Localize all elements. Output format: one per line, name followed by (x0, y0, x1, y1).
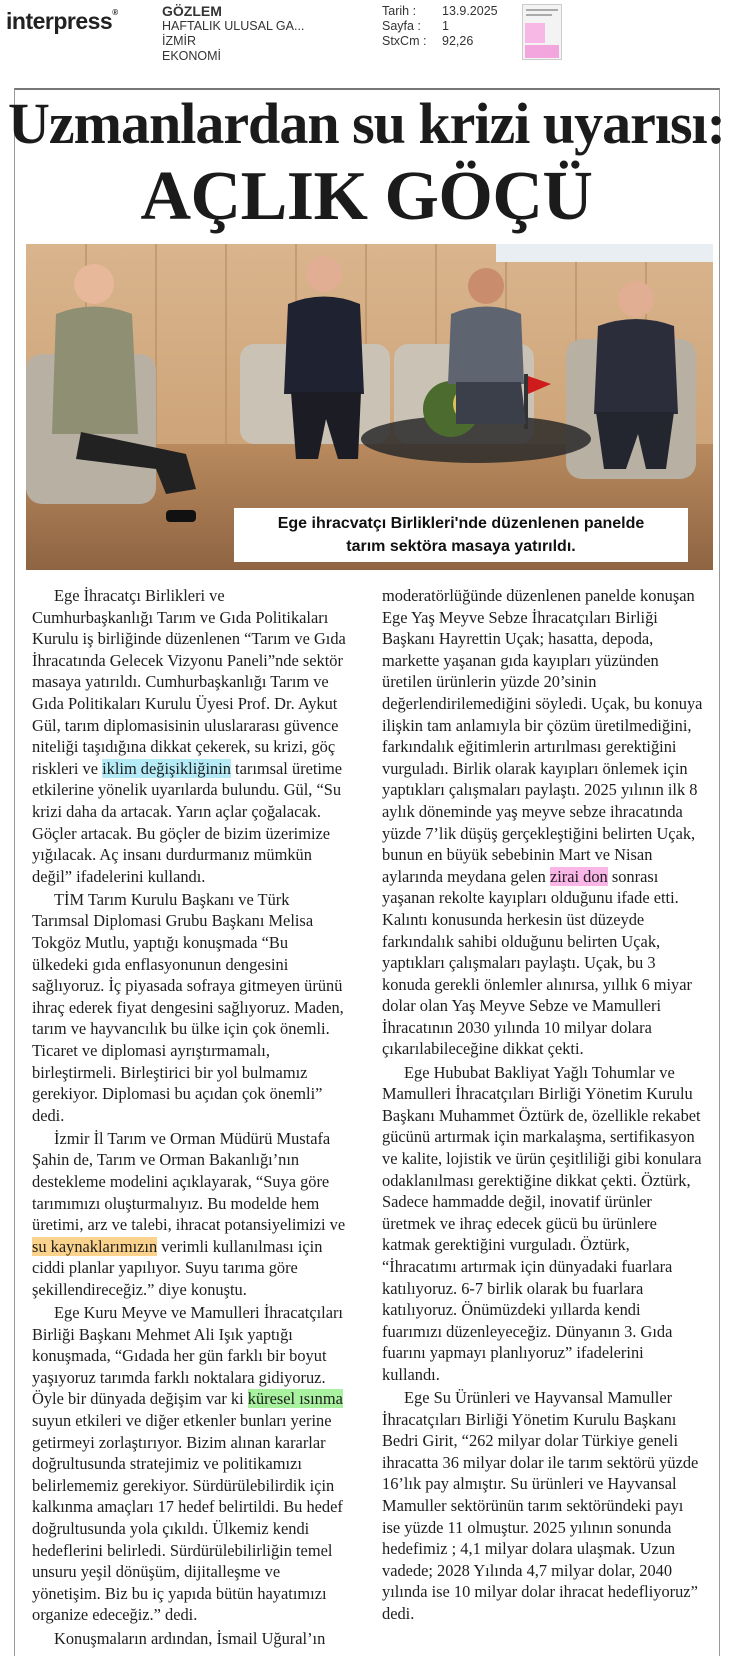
page-value: 1 (442, 19, 449, 33)
caption-line-2: tarım sektöra masaya yatırıldı. (346, 538, 576, 555)
publication-name: GÖZLEM (162, 3, 222, 19)
logo-text: interpress (6, 8, 113, 34)
keyword-highlight: su kaynaklarımızın (32, 1236, 158, 1256)
headline-line-1: Uzmanlardan su krizi uyarısı: (8, 91, 725, 156)
paragraph: Konuşmaların ardından, İsmail Uğural’ın (54, 1628, 326, 1648)
date-label: Tarih : (382, 4, 417, 18)
interpress-logo: interpress® (6, 8, 118, 34)
paragraph: Ege Hububat Bakliyat Yağlı Tohumlar ve Mamulleri İhracatçıları Birliği Yönetim Kurulu Başkanı Muhammet Öztürk de, özellikle rekabet gücünü artırmak için markalaşma, sertifikasyon ve kalite, lojistik ve ürün çeşitliliği gibi konulara odaklanılması gerektiğine dikkat çekti. Öztürk, Sadece hammadde değil, inovatif ürünler üretmek ve ihraç edecek gücü bu ürünlere katmak gerektiğini vurguladı. Öztürk, “İhracatımı artırmak için dünyadaki fuarlara katılıyoruz. 6-7 birlik olarak bu fuarlara katılıyoruz. Önümüzdeki yıllarda kendi fuarımızı düzenleyeceğiz. Dünyanın 3. Gıda fuarını yapmayı planlıyoruz” ifadelerini kullandı. (382, 1062, 702, 1384)
thumbnail-highlight (525, 23, 545, 43)
clipping-meta (382, 4, 498, 49)
publication-info (162, 4, 304, 64)
keyword-highlight: iklim değişikliğinin (102, 758, 231, 778)
paragraph: Ege İhracatçı Birlikleri ve Cumhurbaşkanlığı Tarım ve Gıda Politikaları Kurulu iş birliğinde düzenlenen “Tarım ve Gıda İhracatında Gelecek Vizyonu Paneli”nde sektör masaya yatırıldı. Cumhurbaşkanlığı Tarım ve Gıda Politikaları Kurulu Üyesi Prof. Dr. Aykut Gül, tarım diplomasisinin uluslararası güvence niteliği taşıdığına dikkat çekerek, su krizi, göç riskleri ve iklim değişikliğinin tarımsal üretime etkilerine yönelik uyarılarda bulundu. Gül, “Su krizi daha da artacak. Yarın açlar çoğalacak. Göçler artacak. Bu göçler de bizim üzerimize yığılacak. Aç insanı durdurmanız mümkün değil” ifadelerini kullandı. (32, 586, 346, 886)
stxcm-value: 92,26 (442, 34, 474, 48)
paragraph: Ege Su Ürünleri ve Hayvansal Mamuller İhracatçıları Birliği Yönetim Kurulu Başkanı Bedri Girit, “262 milyar dolar Türkiye geneli ihracatta 36 milyar dolar ile tarım sektörü yüzde 16’lık pay almıştır. Su ürünleri ve Hayvansal Mamuller sektörünün tarım sektöründeki payı ise yüzde 11 olmuştur. 2025 yılının sonunda hedefimiz ; 4,1 milyar dolara ulaşmak. Uzun vadede; 2028 Yılında 4,7 milyar dolar, 2040 yılında ise 10 milyar dolar ihracat hedefliyoruz” dedi. (382, 1387, 699, 1623)
article-column-2 (382, 585, 704, 1626)
publication-section: EKONOMİ (162, 49, 222, 63)
headline-line-2: AÇLIK GÖÇÜ (140, 158, 593, 235)
keyword-highlight: küresel ısınma (247, 1389, 343, 1409)
caption-line-1: Ege ihracvatçı Birlikleri'nde düzenlenen panelde (277, 515, 645, 532)
paragraph: moderatörlüğünde düzenlenen panelde konuşan Ege Yaş Meyve Sebze İhracatçıları Birliği Başkanı Hayrettin Uçak; hasatta, depoda, markette yaşanan gıda kayıpları yüzünden üretilen ürünlerin yüzde 20’sinin değerlendirilemediğini söyledi. Uçak, bu konuya ilişkin tam anlamıyla bir çözüm üretilmediğini, farkındalık eğitimlerin artırılması gerektiğini vurguladı. Birlik olarak kayıpları önlemek için yaptıkları çalışmaları paylaştı. 2025 yılının ilk 8 aylık döneminde yaş meyve sebze ihracatında yüzde 7’lik düşüş gerçekleştiğini belirten Uçak, bunun en büyük sebebinin Mart ve Nisan aylarında meydana gelen zirai don sonrası yaşanan rekolte kayıpları olduğunu ifade etti. Kalıntı konusunda herkesin üst düzeyde farkındalık sahibi olduğunu belirten Uçak, yaptıkları çalışmaları paylaştı. Uçak, bu 3 konuda gerekli önlemler alınırsa, yıllık 6 miyar dolar olan Yaş Meyve Sebze ve Mamulleri İhracatının 2030 yılında 10 milyar dolara çıkarılabileceğine dikkat çekti. (382, 586, 703, 1059)
paragraph: TİM Tarım Kurulu Başkanı ve Türk Tarımsal Diplomasi Grubu Başkanı Melisa Tokgöz Mutlu, yaptığı konuşmada “Bu ülkedeki gıda enflasyonunun dengesini sağlıyoruz. İç piyasada sofraya gitmeyen ürünü ihraç ederek fiyat dengesini sağlıyoruz. Maden, tarım ve hayvancılık bu ülke için çok önemli. Ticaret ve diplomasi ayrıştırmamalı, birleştirmeli. Birleştirici bir yol bulmamız gerekiyor. Diplomasi bu açıdan çok önemli” dedi. (32, 889, 344, 1125)
keyword-highlight: zirai don (549, 866, 608, 886)
publication-frequency: HAFTALIK ULUSAL GA... (162, 19, 305, 33)
page-label: Sayfa : (382, 19, 421, 33)
photo-caption (234, 508, 688, 562)
page-thumbnail[interactable] (522, 4, 562, 60)
stxcm-label: StxCm : (382, 34, 427, 48)
paragraph: İzmir İl Tarım ve Orman Müdürü Mustafa Şahin de, Tarım ve Orman Bakanlığı’nın destekleme modelini açıklayarak, “Suya göre tarımımızı oluşturmalıyız. Bu modelde hem üretimi, arz ve talebi, ihracat potansiyelimizi ve su kaynaklarımızın verimli kullanılması için ciddi planlar yapılıyor. Suyu tarıma göre şekillendireceğiz.” diye konuştu. (32, 1128, 346, 1299)
date-value: 13.9.2025 (442, 4, 498, 18)
clipping-header (0, 0, 733, 76)
thumbnail-highlight (525, 45, 559, 58)
paragraph: Ege Kuru Meyve ve Mamulleri İhracatçıları Birliği Başkanı Mehmet Ali Işık yaptığı konuşmada, “Gıdada her gün farklı bir boyut yaşıyoruz tarımda farklı noktalara gidiyoruz. Öyle bir dünyada değişim var ki küresel ısınma suyun etkileri ve diğer etkenler bunları yerine getirmeyi zorlaştırıyor. Bizim alınan kararlar doğrultusunda stratejimiz ve politikamızı belirlememiz gerekiyor. Sürdürülebilirdik için kalkınma amaçları 17 hedef belirtildi. Bu hedef doğrultusunda yola çıkıldı. Ülkemiz kendi hedeflerini belirledi. Sürdürülebilirliğin temel unsuru yeşil dönüşüm, dijitalleşme ve yönetişim. Biz bu iç yapıda bütün hayatımızı organize edeceğiz.” dedi. (32, 1303, 343, 1625)
article-column-1 (32, 585, 346, 1651)
publication-city: İZMİR (162, 34, 197, 48)
